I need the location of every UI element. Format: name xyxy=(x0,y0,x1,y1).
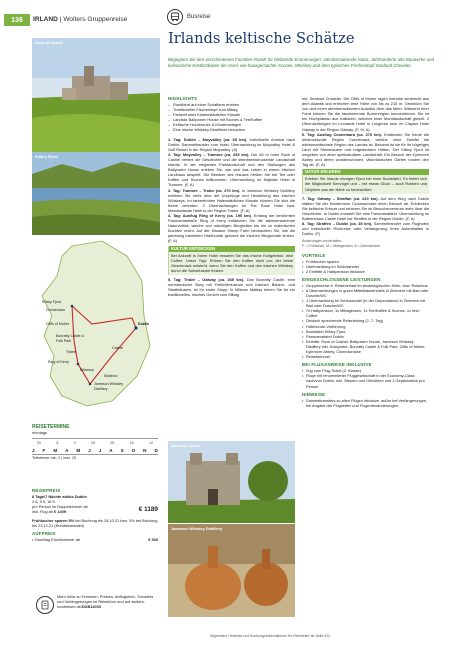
list-item: • 6 Übernachtungen in guten Mittelklassehotels in Zimmern mit Bad oder Dusche/WC xyxy=(302,288,429,298)
photo-bunratty-castle xyxy=(168,441,295,523)
single-room-surcharge: • Zuschlag Einzelzimmer ab xyxy=(32,537,81,542)
advantages-heading: VORTEILE xyxy=(302,252,326,258)
column-left xyxy=(168,96,295,297)
flight-heading: BEI FLUGANREISE INKLUSIVE xyxy=(302,362,372,368)
calendar-days: 20 6 9 20 25 15 12 xyxy=(37,441,153,445)
map-place: Jameson Whiskey Distillery xyxy=(94,382,124,391)
more-info-text: Mehr Infos zu Terminen, Preisen, Abflugorten, Transfers und Verlängerungen im Reisebüro und auf wolters-rundreisen.de/ xyxy=(57,594,154,609)
extra-heading: AUFPREIS xyxy=(32,531,56,536)
price-heading: REISEPREIS xyxy=(32,488,61,493)
list-item: • Hütehunde-Vorführung xyxy=(302,324,429,329)
page-number: 136 xyxy=(4,14,30,26)
list-item: • Sammeltransfers zu allen Flügen inklusive, außer bei Verlängerungen, bei Angabe der Flugzeiten und Flugentenänderungen. xyxy=(302,398,429,408)
more-info-code: DUB11003 xyxy=(81,604,101,609)
nature-text: Erleben Sie Irlands einzigen Fjord bei einer Bootsfahrt. Es bietet sich die Möglichkeit Seevögel und – mit etwas Glück – auch Robben und Delphine aus der Nähe zu beobachten. xyxy=(305,176,427,192)
list-item: – Landsitz Ballyowen House mit Scones & Tee/Kaffee xyxy=(168,117,295,122)
culture-heading: KULTUR ENTDECKEN xyxy=(169,246,295,252)
calendar xyxy=(32,438,158,461)
flight-list xyxy=(302,368,429,388)
photo-label-cashel: Rock of Cashel xyxy=(35,40,64,45)
photo-label-distillery: Jameson Whiskey Distillery xyxy=(171,526,223,531)
list-item: • Flüge mit renommierter Fluggesellschaft in der Economy-Class nach/von Dublin, inkl. Steuern und Gebühren und 1 Gepäckstück pro Person xyxy=(302,373,429,388)
price-amount: € 1189 xyxy=(138,505,158,513)
list-item: • Eintritte: Rock of Cashel, Ballyowen House, Jameson Whiskey Distillery inkl. Kostprobe, Bunratty Castle & Folk Park, Cliffs of Moher, Kylemore Abbey, Clonmacnoise xyxy=(302,339,429,354)
column-right xyxy=(302,96,429,408)
single-room-amount: € 300 xyxy=(148,537,158,542)
list-item: • Zug zum Flug-Ticket (2. Klasse) xyxy=(302,368,429,373)
culture-text: Bei Ankunft in Ihrem Hotel erwartet Sie das irische Kultgetränk: Irish Coffee. Unser Tipp: Rühren Sie den Kaffee nicht um; der beste Geschmack entsteht, wenn Sie den Kaffee und den irischen Whiskey durch die Sahnehaube trinken. xyxy=(171,252,293,273)
dates-heading: REISETERMINE xyxy=(32,424,70,430)
list-item: • Frühbucher sparen xyxy=(302,259,429,264)
nature-heading: NATUR ERLEBEN xyxy=(303,169,429,175)
list-item: • Übernachtung im Schlosshotel xyxy=(302,264,429,269)
list-item: • 1 Übernachtung im Schlosshotel (in der Dependance) in Zimmern mit Bad oder Dusche/WC xyxy=(302,298,429,308)
price-per-person: pro Person im Doppelzimmer ab xyxy=(32,504,88,509)
dates-weekday: montags xyxy=(32,430,47,435)
itinerary-day: 3. Tag: Tramore – Tralee (ca. 270 km). In Jameson Whiskey Distillery erfahren Sie mehr über die Ursprünge und Herstellung des irischen Whiskeys. Im farbenfrohen Hafenstädtchen Kinsale können Sie sich die Beine vertreten. 2 Übernachtungen im The Rose Hotel bzw. Meadowlands Hotel in der Region Tralee. (F, A) xyxy=(168,187,295,213)
services-list xyxy=(302,283,429,359)
list-item: • Gruppenreise lt. Reiseverlauf im landestypischen Klein- bzw. Reisebus xyxy=(302,283,429,288)
intro-text: Begegnen Sie den verschiedenen Facetten Irlands für bleibende Erinnerungen: atemberaubende Natur, Jahrhunderte alte Bauwerke und kulinarische Köstlichkeiten der Insel, wie hausgemachte Scones, Whiskey und dem typischen Fischeintopf Seafood Chowder. xyxy=(168,57,435,69)
map-place: Dublin xyxy=(138,322,150,326)
map-place: Cliffs of Moher xyxy=(46,322,70,326)
price-incl-flight: inkl. Flug ab xyxy=(32,509,53,514)
page-footer: Allgemeine Hinweise und Buchungsinformationen für Reiseleiter ab Seite 422 xyxy=(210,634,331,638)
category-label: Busreise xyxy=(187,14,211,20)
header-brand: Wolters Gruppenreise xyxy=(63,16,128,23)
itinerary-day: 8. Tag: Straffen – Dublin (ca. 35 km). Sammeltransfer zum Flughafen und individuelle Rückreise oder Verlängerung Ihres Aufenthaltes in Dublin. (F) xyxy=(302,221,429,237)
page-title: Irlands keltische Schätze xyxy=(168,30,355,47)
services-heading: EINGESCHLOSSENE LEISTUNGEN xyxy=(302,276,381,282)
highlights-list xyxy=(168,102,295,133)
min-max-participants: Teilnehmer min. 2 | max. 25 xyxy=(32,456,77,460)
list-item: • 7x Halbpension, 1x Mittagessen, 1x Tee/Kaffee & Scones, 1x Irish Coffee xyxy=(302,308,429,318)
changes-note: Änderungen vorbehalten. xyxy=(302,239,343,244)
list-item: • Bootsfahrt Killary Fjord xyxy=(302,329,429,334)
list-item: • 2 Eintritte & Halbpension inklusive xyxy=(302,269,429,274)
map-place: Bunratty Castle & Folk Park xyxy=(56,334,84,343)
itinerary-day: 5. Tag: Tralee – Galway (ca. 265 km). Das Bunratty Castle, eine normannische Burg mit Freilichtmuseum und irischen Bauern- und Stadthäusern, ist Ihr erster Stopp. In Miltown Malbay lehren Sie für ein traditionelles, irisches Gericht zum Mittag xyxy=(168,276,295,298)
flight-price: € 1409 xyxy=(54,509,66,514)
culture-box xyxy=(168,246,295,275)
notes-list xyxy=(302,398,429,408)
map-place: Ring of Kerry xyxy=(48,360,69,364)
list-item: – Keltische Hochkreuze & Klosteranlagen xyxy=(168,122,295,127)
price-box xyxy=(32,488,158,542)
header-separator: | xyxy=(59,16,62,23)
early-booker-title: Frühbucher sparen 5% xyxy=(32,518,75,523)
list-item: – Farbenfrohes Küstenstädtchen Kinsale xyxy=(168,112,295,117)
info-icon xyxy=(36,596,54,614)
map-place: Connemara xyxy=(46,308,65,312)
map-place: Cashel xyxy=(112,346,124,350)
itinerary-day: 1. Tag: Dublin – Moyvalley (ca. 65 km). Individuelle Anreise nach Dublin. Sammeltransfer zum Hotel. Übernachtung im Moyvalley Hotel & Golf Resort in der Region Moyvalley. (A) xyxy=(168,136,295,152)
list-item: – Rundfahrt auf einer Schaffarm erleben xyxy=(168,102,295,107)
photo-rock-of-cashel xyxy=(32,38,160,152)
nature-box xyxy=(302,169,429,193)
list-item: – Eine irische Whiskey-Destillerie besuchen xyxy=(168,127,295,132)
early-booker-text: bei Buchung bis 26.10.21 bzw. 3% bei Buchung bis 23.12.21 (Rundreiseanteil) xyxy=(32,518,158,528)
meal-legend: F = Frühstück, M = Mittagessen, A = Abendessen xyxy=(302,243,381,248)
bus-icon xyxy=(167,9,183,25)
map-place: Midleton xyxy=(104,374,118,378)
route-map xyxy=(32,236,160,416)
map-place: Tralee xyxy=(66,350,77,354)
header-title xyxy=(33,14,127,26)
photo-label-fjord: Killary Fjord xyxy=(35,154,58,159)
notes-heading: HINWEISE xyxy=(302,391,326,397)
photo-jameson-distillery xyxy=(168,524,295,617)
list-item: • Reisebetreuer xyxy=(302,354,429,359)
itinerary-day: 6. Tag: Ausflug Connemara (ca. 270 km). Entdecken Sie heute die eindrucksvolle Region Connemara, welche ohne Zweifel die wildromantischste Region des Landes ist. Bekannt ist sie für ihr hügeliges Land mit Steinmauern und rotgedeckten Hütten. Der Killary Fjord ist umgeben von einer spektakulären Landschaft. Ein Besuch der Kylemore Abbey und deren wunderschönen, viktorianischen Gärten runden den Tag ab. (F, A) xyxy=(302,131,429,168)
itinerary-day: 4. Tag: Ausflug Ring of Kerry (ca. 190 km). Entlang der berühmten Panoramastraße Ring of Kerry entdecken Sie die atemberaubende Naturvielfalt, welche von mächtigen Bergketten bis hin zu malerischen Buchten reicht. Auf der Kissane Sheep Farm beobachten Sie, wie die jahrelang trainierten Hütehunde gekonnt die irischen Bergschafe lenken. (F, A) xyxy=(168,212,295,244)
list-item: • Deutsch sprechende Reiseleitung (2.-7. Tag) xyxy=(302,318,429,323)
price-dates: 2.8, 9.9, 16.9. xyxy=(32,499,56,504)
map-place: Killarney xyxy=(80,368,94,372)
more-info xyxy=(57,594,157,609)
photo-killary-fjord xyxy=(32,152,160,235)
header-country: IRLAND xyxy=(33,16,58,23)
itinerary-day: ein: Seafood Chowder. Die Cliffs of Moher ragen beinahe senkrecht aus dem Atlantik und erreichen eine Höhe von bis zu 215 m. Genießen Sie von dort einen atemberaubenden Ausblick über das Meer. Während Ihrer Fahrt können Sie die faszinierende Burrenregion kennenlernen. Sie ist ein Hochplateau aus Kalkstein, welches einer Mondlandschaft gleicht. 2 Übernachtungen im Leonards Hotel in Loughrea bzw. im Clayton Hotel Galway in der Region Galway. (F, M, A) xyxy=(302,96,429,132)
photo-label-castle: Bunratty Castle xyxy=(171,443,200,448)
itinerary-day: 2. Tag: Moyvalley – Tramore (ca. 235 km). Der 65 m hohe Rock of Cashel vereint die Geschichte und die steinbeeindruckende Landschaft Irlands. In der eleganten Parklandschaft und den Stallungen des Ballyowen House erleben Sie, wie sich das Leben in einem irischen Landhaus abspielt. Die Besitzer des Hauses heißen Sie bei Tee oder Kaffee und Scones willkommen. Übernachtung im Majestic Hotel in Tramore. (F, A) xyxy=(168,151,295,188)
itinerary-day: 7. Tag: Galway – Straffan (ca. 220 km). Auf dem Weg nach Dublin statten Sie der Klosterruine Clonmacnoise einen Besuch ab. Entdecken Sie keltische Kreuze und erfahren Sie im Besucherzentrum mehr über die Geschichte. In Dublin erwartet Sie eine Panoramafahrt. Übernachtung im Barberstown Castle Hotel bei Straffen in der Region Dublin. (F, A) xyxy=(302,195,429,221)
list-item: – Traditioneller Fischeintopf zum Mittag xyxy=(168,107,295,112)
calendar-months: J F M A M J J A S O N D xyxy=(32,448,158,453)
price-duration: 8 Tage/7 Nächte ab/bis Dublin xyxy=(32,494,87,499)
highlights-heading: HIGHLIGHTS xyxy=(168,96,198,101)
advantages-list xyxy=(302,259,429,274)
map-place: Killary Fjord xyxy=(42,300,61,304)
list-item: • Panoramafahrt Dublin xyxy=(302,334,429,339)
